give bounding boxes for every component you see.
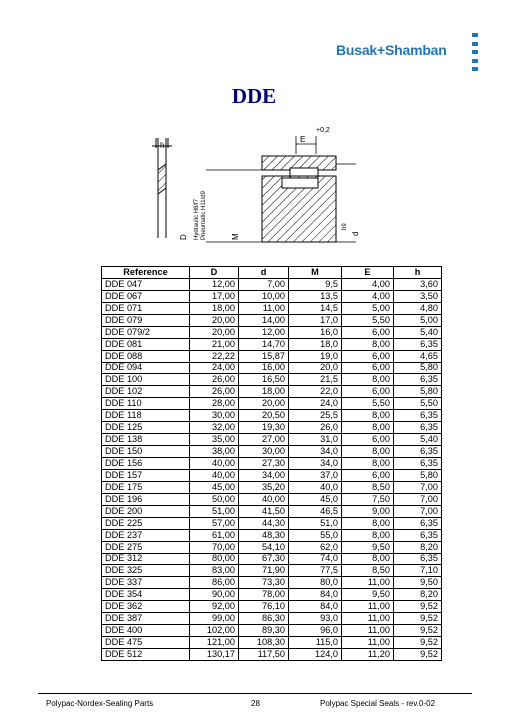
cell-reference: DDE 237 — [102, 529, 190, 541]
cell-value: 35,00 — [190, 434, 239, 446]
cell-value: 48,30 — [239, 529, 289, 541]
cell-value: 20,50 — [239, 410, 289, 422]
cell-value: 90,00 — [190, 589, 239, 601]
cell-value: 78,00 — [239, 589, 289, 601]
cell-reference: DDE 312 — [102, 553, 190, 565]
table-row — [102, 601, 442, 613]
cell-value: 46,5 — [289, 505, 342, 517]
cell-value: 30,00 — [190, 410, 239, 422]
brand-logo — [336, 42, 447, 58]
cell-value: 14,00 — [239, 314, 289, 326]
cell-value: 115,0 — [289, 637, 342, 649]
cell-value: 11,00 — [342, 613, 394, 625]
cell-value: 124,0 — [289, 649, 342, 661]
cell-value: 34,0 — [289, 446, 342, 458]
cell-reference: DDE 071 — [102, 302, 190, 314]
column-header-D: D — [190, 267, 239, 279]
column-header-reference: Reference — [102, 267, 190, 279]
cell-reference: DDE 275 — [102, 541, 190, 553]
cell-value: 70,00 — [190, 541, 239, 553]
cell-value: 93,0 — [289, 613, 342, 625]
table-row — [102, 529, 442, 541]
cell-value: 6,00 — [342, 434, 394, 446]
cell-reference: DDE 354 — [102, 589, 190, 601]
table-row — [102, 350, 442, 362]
column-header-d: d — [239, 267, 289, 279]
cell-reference: DDE 088 — [102, 350, 190, 362]
cell-value: 76,10 — [239, 601, 289, 613]
cell-value: 22,0 — [289, 386, 342, 398]
cell-value: 89,30 — [239, 625, 289, 637]
dim-E-label: E — [300, 135, 306, 144]
cell-value: 130,17 — [190, 649, 239, 661]
cell-value: 51,00 — [190, 505, 239, 517]
cell-value: 8,00 — [342, 410, 394, 422]
cell-value: 50,00 — [190, 493, 239, 505]
dim-D-label: D — [179, 234, 188, 240]
fit-hydraulic-label: Hydraulic H8/f7 — [194, 198, 200, 240]
table-row — [102, 493, 442, 505]
cell-reference: DDE 118 — [102, 410, 190, 422]
cell-value: 6,35 — [394, 446, 442, 458]
cell-value: 25,5 — [289, 410, 342, 422]
table-row — [102, 613, 442, 625]
cell-reference: DDE 081 — [102, 338, 190, 350]
cell-reference: DDE 325 — [102, 565, 190, 577]
cell-value: 92,00 — [190, 601, 239, 613]
cell-value: 121,00 — [190, 637, 239, 649]
table-row — [102, 302, 442, 314]
cell-value: 4,80 — [394, 302, 442, 314]
table-row — [102, 446, 442, 458]
cell-reference: DDE 125 — [102, 422, 190, 434]
cell-value: 45,0 — [289, 493, 342, 505]
cell-reference: DDE 079/2 — [102, 326, 190, 338]
cell-value: 14,70 — [239, 338, 289, 350]
cell-value: 44,30 — [239, 517, 289, 529]
cell-value: 21,00 — [190, 338, 239, 350]
cell-reference: DDE 047 — [102, 278, 190, 290]
cell-value: 8,00 — [342, 458, 394, 470]
table-row — [102, 362, 442, 374]
cell-value: 20,00 — [190, 314, 239, 326]
cell-reference: DDE 102 — [102, 386, 190, 398]
cell-value: 5,00 — [394, 314, 442, 326]
cell-value: 37,0 — [289, 469, 342, 481]
cell-value: 26,00 — [190, 374, 239, 386]
table-row — [102, 278, 442, 290]
cell-value: 24,0 — [289, 398, 342, 410]
cell-value: 77,5 — [289, 565, 342, 577]
cell-reference: DDE 157 — [102, 469, 190, 481]
cell-value: 117,50 — [239, 649, 289, 661]
cell-value: 13,5 — [289, 290, 342, 302]
table-row — [102, 434, 442, 446]
dim-d-label: d — [351, 231, 360, 236]
cell-value: 5,80 — [394, 469, 442, 481]
cell-value: 73,30 — [239, 577, 289, 589]
table-row — [102, 505, 442, 517]
cell-value: 9,52 — [394, 625, 442, 637]
dim-h-label: h — [160, 141, 165, 150]
cell-value: 55,0 — [289, 529, 342, 541]
table-row — [102, 386, 442, 398]
cell-value: 6,35 — [394, 338, 442, 350]
cell-value: 12,00 — [190, 278, 239, 290]
cell-value: 8,00 — [342, 422, 394, 434]
cell-value: 27,00 — [239, 434, 289, 446]
table-row — [102, 374, 442, 386]
cell-reference: DDE 512 — [102, 649, 190, 661]
table-row — [102, 541, 442, 553]
cell-value: 38,00 — [190, 446, 239, 458]
cell-value: 6,35 — [394, 553, 442, 565]
cell-value: 40,00 — [239, 493, 289, 505]
cell-value: 67,30 — [239, 553, 289, 565]
cell-value: 11,20 — [342, 649, 394, 661]
cell-value: 6,35 — [394, 517, 442, 529]
seal-technical-drawing — [120, 118, 380, 260]
cell-value: 9,50 — [394, 577, 442, 589]
table-row — [102, 589, 442, 601]
cell-reference: DDE 094 — [102, 362, 190, 374]
cell-value: 32,00 — [190, 422, 239, 434]
cell-value: 30,00 — [239, 446, 289, 458]
cell-value: 5,50 — [394, 398, 442, 410]
table-row — [102, 625, 442, 637]
cell-value: 9,50 — [342, 541, 394, 553]
cell-value: 6,35 — [394, 422, 442, 434]
table-row — [102, 314, 442, 326]
table-row — [102, 398, 442, 410]
cell-value: 6,35 — [394, 410, 442, 422]
cell-value: 26,0 — [289, 422, 342, 434]
cell-value: 102,00 — [190, 625, 239, 637]
cell-value: 8,20 — [394, 589, 442, 601]
cell-value: 12,00 — [239, 326, 289, 338]
cell-value: 9,52 — [394, 601, 442, 613]
cell-value: 7,00 — [394, 493, 442, 505]
cell-value: 26,00 — [190, 386, 239, 398]
cell-value: 21,5 — [289, 374, 342, 386]
cell-value: 3,60 — [394, 278, 442, 290]
logo-text: Busak+Shamban — [336, 42, 447, 58]
cell-value: 20,00 — [239, 398, 289, 410]
dimensions-table — [101, 266, 442, 661]
cell-value: 14,5 — [289, 302, 342, 314]
logo-bar-icon — [472, 33, 478, 71]
page-number: 28 — [251, 699, 260, 708]
cell-value: 84,0 — [289, 589, 342, 601]
cell-value: 4,00 — [342, 278, 394, 290]
cell-value: 27,30 — [239, 458, 289, 470]
cell-value: 5,40 — [394, 326, 442, 338]
cell-value: 83,00 — [190, 565, 239, 577]
cell-reference: DDE 225 — [102, 517, 190, 529]
table-row — [102, 481, 442, 493]
cell-value: 18,0 — [289, 338, 342, 350]
table-row — [102, 577, 442, 589]
footer-right-text: Polypac Special Seals - rev.0-02 — [320, 699, 436, 708]
table-header-row — [102, 267, 442, 279]
cell-value: 8,50 — [342, 481, 394, 493]
cell-value: 3,50 — [394, 290, 442, 302]
cell-value: 80,0 — [289, 577, 342, 589]
cell-reference: DDE 337 — [102, 577, 190, 589]
cell-value: 16,00 — [239, 362, 289, 374]
cell-value: 8,00 — [342, 517, 394, 529]
cell-value: 11,00 — [342, 601, 394, 613]
cell-value: 7,00 — [394, 505, 442, 517]
dim-M-label: M — [231, 233, 240, 240]
cell-value: 5,80 — [394, 386, 442, 398]
cell-value: 17,0 — [289, 314, 342, 326]
table-row — [102, 637, 442, 649]
column-header-E: E — [342, 267, 394, 279]
column-header-h: h — [394, 267, 442, 279]
cell-value: 51,0 — [289, 517, 342, 529]
cell-value: 7,50 — [342, 493, 394, 505]
cell-value: 5,80 — [394, 362, 442, 374]
table-row — [102, 290, 442, 302]
cell-value: 6,00 — [342, 386, 394, 398]
cell-value: 28,00 — [190, 398, 239, 410]
cell-value: 5,00 — [342, 302, 394, 314]
cell-value: 40,00 — [190, 458, 239, 470]
footer-divider — [38, 693, 472, 694]
cell-value: 9,50 — [342, 589, 394, 601]
page-title: DDE — [231, 84, 277, 108]
cell-value: 9,00 — [342, 505, 394, 517]
cell-value: 5,40 — [394, 434, 442, 446]
cell-value: 31,0 — [289, 434, 342, 446]
cell-value: 8,00 — [342, 374, 394, 386]
cell-value: 5,50 — [342, 398, 394, 410]
cell-value: 8,00 — [342, 529, 394, 541]
fit-h9-label: h9 — [342, 223, 348, 230]
cell-value: 15,87 — [239, 350, 289, 362]
cell-value: 84,0 — [289, 601, 342, 613]
cell-value: 41,50 — [239, 505, 289, 517]
cell-value: 11,00 — [239, 302, 289, 314]
cell-value: 16,0 — [289, 326, 342, 338]
cell-value: 8,00 — [342, 553, 394, 565]
cell-value: 10,00 — [239, 290, 289, 302]
cell-value: 62,0 — [289, 541, 342, 553]
cell-value: 7,00 — [394, 481, 442, 493]
cell-reference: DDE 196 — [102, 493, 190, 505]
cell-reference: DDE 475 — [102, 637, 190, 649]
table-row — [102, 422, 442, 434]
cell-value: 9,52 — [394, 613, 442, 625]
cell-reference: DDE 387 — [102, 613, 190, 625]
cell-value: 20,00 — [190, 326, 239, 338]
table-row — [102, 565, 442, 577]
cell-value: 6,35 — [394, 374, 442, 386]
cell-value: 20,0 — [289, 362, 342, 374]
cell-value: 19,30 — [239, 422, 289, 434]
cell-value: 40,00 — [190, 469, 239, 481]
cell-reference: DDE 400 — [102, 625, 190, 637]
table-row — [102, 458, 442, 470]
cell-value: 19,0 — [289, 350, 342, 362]
cell-value: 5,50 — [342, 314, 394, 326]
cell-value: 17,00 — [190, 290, 239, 302]
cell-value: 8,00 — [342, 338, 394, 350]
cell-value: 57,00 — [190, 517, 239, 529]
table-row — [102, 517, 442, 529]
cell-value: 4,65 — [394, 350, 442, 362]
cell-value: 74,0 — [289, 553, 342, 565]
seal-cross-section — [206, 136, 356, 242]
tolerance-label: +0,2 — [316, 127, 330, 134]
cell-value: 4,00 — [342, 290, 394, 302]
cell-reference: DDE 175 — [102, 481, 190, 493]
cell-value: 71,90 — [239, 565, 289, 577]
cell-value: 22,22 — [190, 350, 239, 362]
cell-value: 86,00 — [190, 577, 239, 589]
cell-value: 11,00 — [342, 625, 394, 637]
footer-left-text: Polypac-Nordex-Sealing Parts — [46, 699, 154, 708]
cell-value: 8,20 — [394, 541, 442, 553]
table-row — [102, 410, 442, 422]
cell-value: 34,0 — [289, 458, 342, 470]
seal-side-profile — [152, 138, 172, 238]
cell-reference: DDE 150 — [102, 446, 190, 458]
table-row — [102, 649, 442, 661]
cell-reference: DDE 156 — [102, 458, 190, 470]
cell-value: 8,00 — [342, 446, 394, 458]
table-row — [102, 469, 442, 481]
cell-reference: DDE 200 — [102, 505, 190, 517]
cell-value: 6,00 — [342, 362, 394, 374]
cell-value: 9,52 — [394, 637, 442, 649]
table-row — [102, 326, 442, 338]
table-row — [102, 553, 442, 565]
cell-value: 40,0 — [289, 481, 342, 493]
cell-value: 8,50 — [342, 565, 394, 577]
cell-reference: DDE 100 — [102, 374, 190, 386]
cell-value: 35,20 — [239, 481, 289, 493]
cell-value: 108,30 — [239, 637, 289, 649]
cell-value: 99,00 — [190, 613, 239, 625]
cell-value: 6,35 — [394, 458, 442, 470]
cell-value: 9,5 — [289, 278, 342, 290]
column-header-M: M — [289, 267, 342, 279]
table-body — [102, 278, 442, 660]
cell-value: 34,00 — [239, 469, 289, 481]
cell-value: 54,10 — [239, 541, 289, 553]
cell-value: 6,00 — [342, 469, 394, 481]
cell-value: 86,30 — [239, 613, 289, 625]
cell-value: 80,00 — [190, 553, 239, 565]
cell-value: 9,52 — [394, 649, 442, 661]
cell-value: 18,00 — [239, 386, 289, 398]
cell-reference: DDE 079 — [102, 314, 190, 326]
cell-reference: DDE 067 — [102, 290, 190, 302]
cell-value: 18,00 — [190, 302, 239, 314]
cell-value: 45,00 — [190, 481, 239, 493]
cell-value: 6,35 — [394, 529, 442, 541]
cell-value: 7,00 — [239, 278, 289, 290]
cell-value: 61,00 — [190, 529, 239, 541]
cell-value: 24,00 — [190, 362, 239, 374]
cell-value: 6,00 — [342, 350, 394, 362]
cell-reference: DDE 362 — [102, 601, 190, 613]
cell-value: 6,00 — [342, 326, 394, 338]
cell-value: 11,00 — [342, 577, 394, 589]
cell-value: 96,0 — [289, 625, 342, 637]
fit-pneumatic-label: Pneumatic H11/d9 — [201, 191, 207, 240]
cell-value: 16,50 — [239, 374, 289, 386]
cell-reference: DDE 110 — [102, 398, 190, 410]
cell-reference: DDE 138 — [102, 434, 190, 446]
cell-value: 11,00 — [342, 637, 394, 649]
table-row — [102, 338, 442, 350]
cell-value: 7,10 — [394, 565, 442, 577]
